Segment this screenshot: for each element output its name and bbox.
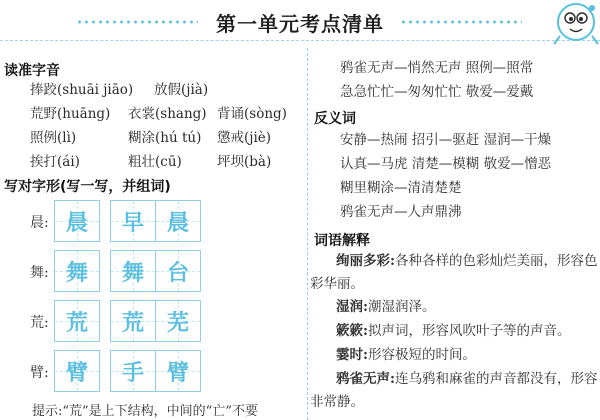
- pinyin-item: 背诵(sòng): [217, 106, 287, 122]
- practice-cell: 手: [111, 351, 155, 391]
- practice-cell: 舞: [55, 251, 99, 291]
- antonym-line: 安静—热闹 招引—驱赶 湿润—干燥: [340, 132, 552, 148]
- header-divider: [0, 40, 600, 41]
- explanation-text: 形容极短的时间。: [367, 347, 476, 363]
- char-practice-row: [30, 250, 230, 294]
- synonym-line: 急急忙忙—匆匆忙忙 敬爱—爱戴: [340, 84, 534, 100]
- practice-cell: 台: [155, 251, 200, 291]
- section-heading-antonyms: 反义词: [314, 111, 356, 127]
- pinyin-item: 放假(jià): [154, 82, 209, 98]
- antonym-line: 鸦雀无声—人声鼎沸: [340, 204, 462, 220]
- explanation-item: [310, 296, 598, 319]
- practice-cell: 晨: [55, 201, 99, 241]
- explanation-item: [310, 368, 598, 414]
- char-practice-row: [30, 350, 230, 394]
- explanation-item: [310, 250, 598, 296]
- char-practice-row: [30, 200, 230, 244]
- section-heading-writing: 写对字形(写一写，并组词): [4, 179, 171, 195]
- explanation-text: 连乌鸦和麻雀的声音都没有，形容非常静。: [310, 371, 598, 410]
- practice-cell: 芜: [155, 301, 200, 341]
- explanation-text: 潮湿润泽。: [367, 299, 436, 315]
- right-column: [310, 50, 600, 420]
- char-box-single: [54, 250, 100, 292]
- explanation-item: [310, 320, 598, 343]
- practice-cell: 荒: [111, 301, 155, 341]
- explanation-term: 簌簌:: [336, 323, 368, 339]
- practice-cell: 晨: [155, 201, 200, 241]
- pinyin-item: 捧跤(shuāi jiāo): [30, 82, 134, 98]
- practice-cell: 荒: [55, 301, 99, 341]
- char-box-single: [54, 350, 100, 392]
- char-label: 荒:: [30, 315, 49, 331]
- pinyin-item: 懲戒(jiè): [217, 130, 272, 146]
- explanation-term: 湿润:: [336, 299, 368, 315]
- explanation-term: 鸦雀无声:: [336, 371, 395, 387]
- pinyin-item: 照例(lì): [30, 130, 77, 146]
- writing-tip: 提示:“荒”是上下结构，中间的“亡”不要: [32, 404, 258, 419]
- explanation-text: 各种各样的色彩灿烂美丽，形容色彩华丽。: [310, 253, 598, 292]
- practice-cell: 臂: [155, 351, 200, 391]
- synonym-line: 鸦雀无声—悄然无声 照例—照常: [340, 60, 534, 76]
- explanation-term: 绚丽多彩:: [336, 253, 395, 269]
- pinyin-item: 粗壮(cū): [128, 154, 182, 170]
- pinyin-item: 衣裳(shang): [128, 106, 207, 122]
- word-box: [110, 200, 201, 242]
- section-heading-pinyin: 读准字音: [4, 63, 60, 79]
- left-column: [0, 50, 308, 420]
- practice-cell: 早: [111, 201, 155, 241]
- word-box: [110, 350, 201, 392]
- practice-cell: 臂: [55, 351, 99, 391]
- char-box-single: [54, 200, 100, 242]
- antonym-line: 糊里糊涂—清清楚楚: [340, 180, 462, 196]
- pinyin-item: 挨打(ái): [30, 154, 80, 170]
- section-heading-explanations: 词语解释: [314, 233, 370, 249]
- explanation-text: 拟声词，形容风吹叶子等的声音。: [367, 323, 571, 339]
- mascot-icon: [548, 0, 600, 48]
- word-box: [110, 250, 201, 292]
- decor-dots-right: [400, 20, 522, 24]
- antonym-line: 认真—马虎 清楚—模糊 敬爱—憎恶: [340, 156, 552, 172]
- pinyin-item: 荒野(huāng): [30, 106, 111, 122]
- page-header: [0, 0, 600, 48]
- char-label: 臂:: [30, 365, 49, 381]
- word-box: [110, 300, 201, 342]
- explanation-item: [310, 344, 598, 367]
- pinyin-item: 糊涂(hú tú): [128, 130, 202, 146]
- char-label: 舞:: [30, 265, 49, 281]
- page-title: 第一单元考点清单: [216, 12, 384, 36]
- char-box-single: [54, 300, 100, 342]
- char-label: 晨:: [30, 215, 49, 231]
- explanation-term: 霎时:: [336, 347, 368, 363]
- char-practice-row: [30, 300, 230, 344]
- pinyin-item: 坪坝(bà): [217, 154, 272, 170]
- practice-cell: 舞: [111, 251, 155, 291]
